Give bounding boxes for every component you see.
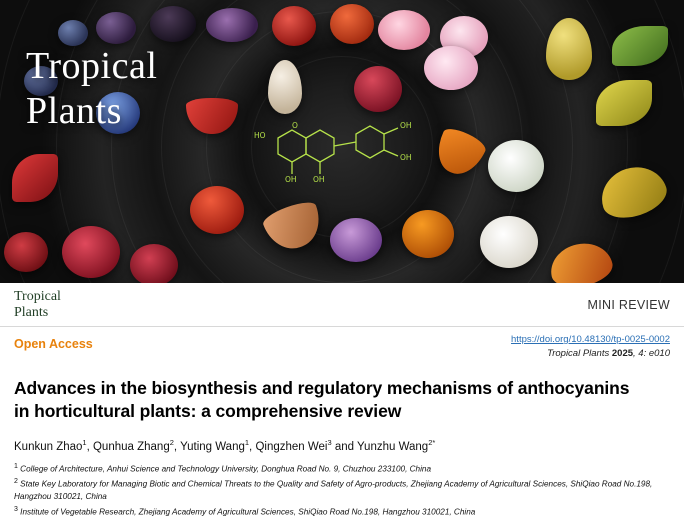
citation-line — [511, 347, 670, 361]
pear-image — [546, 18, 592, 80]
red-flower-image — [4, 232, 48, 272]
author-affiliation-marker: 2 — [169, 437, 174, 447]
eggplant-white-image — [268, 60, 302, 114]
author-name[interactable]: Kunkun Zhao$^1$ — [14, 437, 87, 453]
author-list — [0, 424, 684, 453]
author-affiliation-marker: 1 — [82, 437, 87, 447]
grape-cluster-image — [96, 12, 136, 44]
author-name[interactable]: Yuting Wang$^1$ — [180, 437, 250, 453]
author-separator: , — [86, 440, 93, 453]
affiliation-number: 1 — [14, 462, 18, 470]
citation-year: 2025 — [611, 347, 634, 359]
citation-prefix: Tropical Plants — [547, 347, 612, 359]
author-affiliation-marker: 3 — [327, 437, 332, 447]
svg-text:OH: OH — [400, 121, 412, 130]
peach-blossom-image — [378, 10, 430, 50]
journal-logo-line1: Tropical — [14, 289, 61, 305]
affiliation-text: Institute of Vegetable Research, Zhejiang Academy of Agricultural Sciences, ShiQiao Road No.198, Hangzhou 310021, China — [17, 507, 476, 517]
author-affiliation-marker: 2* — [428, 437, 436, 447]
journal-header-bar — [0, 283, 684, 327]
cover-title-line2: Plants — [26, 89, 122, 132]
pumpkin-image — [402, 210, 454, 258]
author-name[interactable]: Yunzhu Wang$^{2*}$ — [357, 437, 436, 453]
cover-title — [26, 44, 157, 134]
svg-text:HO: HO — [254, 131, 266, 140]
affiliation-item — [14, 505, 670, 519]
flower-pink-image — [424, 46, 478, 90]
author-separator: , — [249, 440, 256, 453]
open-access-badge: Open Access — [14, 337, 93, 351]
doi-link[interactable]: https://doi.org/10.48130/tp-0025-0002 — [511, 334, 670, 345]
white-rose-image — [488, 140, 544, 192]
affiliation-number: 2 — [14, 477, 18, 485]
citation-suffix: , 4: e010 — [633, 347, 670, 359]
affiliation-item — [14, 477, 670, 504]
page-title — [0, 371, 684, 424]
purple-cauliflower-image — [330, 218, 382, 262]
author-separator: , — [173, 440, 181, 453]
anthurium-image — [12, 154, 58, 202]
anthocyanin-molecule-diagram — [252, 116, 442, 194]
chili-pepper-image — [186, 98, 238, 134]
access-doi-row — [0, 327, 684, 371]
sweet-potato-image — [266, 206, 322, 248]
journal-logo-line2: Plants — [14, 304, 49, 320]
blackberry-image — [150, 6, 196, 42]
author-affiliation-marker: 1 — [244, 437, 250, 447]
author-name[interactable]: Qingzhen Wei$^3$ — [255, 437, 332, 453]
red-rose-image — [130, 244, 178, 283]
author-name[interactable]: Qunhua Zhang$^2$ — [92, 437, 174, 453]
svg-text:O: O — [292, 121, 298, 130]
affiliation-text: College of Architecture, Anhui Science and Technology University, Donghua Road No. 9, Chuzhou 233100, China — [17, 464, 432, 474]
journal-logo[interactable] — [14, 289, 61, 319]
carrot-image — [436, 132, 482, 174]
page-title-line1: Advances in the biosynthesis and regulatory mechanisms of anthocyanins — [14, 378, 630, 398]
tomato-image — [190, 186, 244, 234]
strawberry-image — [272, 6, 316, 46]
mango-image — [600, 168, 666, 216]
tomato-image — [330, 4, 374, 44]
mango-image — [550, 244, 612, 283]
svg-text:OH: OH — [400, 153, 412, 162]
pomegranate-image — [354, 66, 402, 112]
cover-title-line1: Tropical — [26, 45, 158, 87]
affiliation-item — [14, 462, 670, 476]
affiliation-list — [0, 453, 684, 519]
svg-text:OH: OH — [313, 175, 325, 184]
affiliation-number: 3 — [14, 505, 18, 513]
doi-block — [511, 333, 670, 361]
peony-white-image — [480, 216, 538, 268]
leaf-image — [612, 26, 668, 66]
affiliation-text: State Key Laboratory for Managing Biotic and Chemical Threats to the Quality and Safety of Agro-products, Zhejiang Academy of Agricultural Sciences, ShiQiao Road No.198, Hangzhou 310021, China — [14, 479, 653, 502]
svg-text:OH: OH — [285, 175, 297, 184]
carambola-image — [596, 80, 652, 126]
author-separator: and — [331, 440, 358, 453]
page-title-line2: in horticultural plants: a comprehensive review — [14, 401, 402, 422]
blueberry-image — [58, 20, 88, 46]
article-type-label: MINI REVIEW — [587, 297, 670, 312]
red-rose-image — [62, 226, 120, 278]
purple-cabbage-image — [206, 8, 258, 42]
